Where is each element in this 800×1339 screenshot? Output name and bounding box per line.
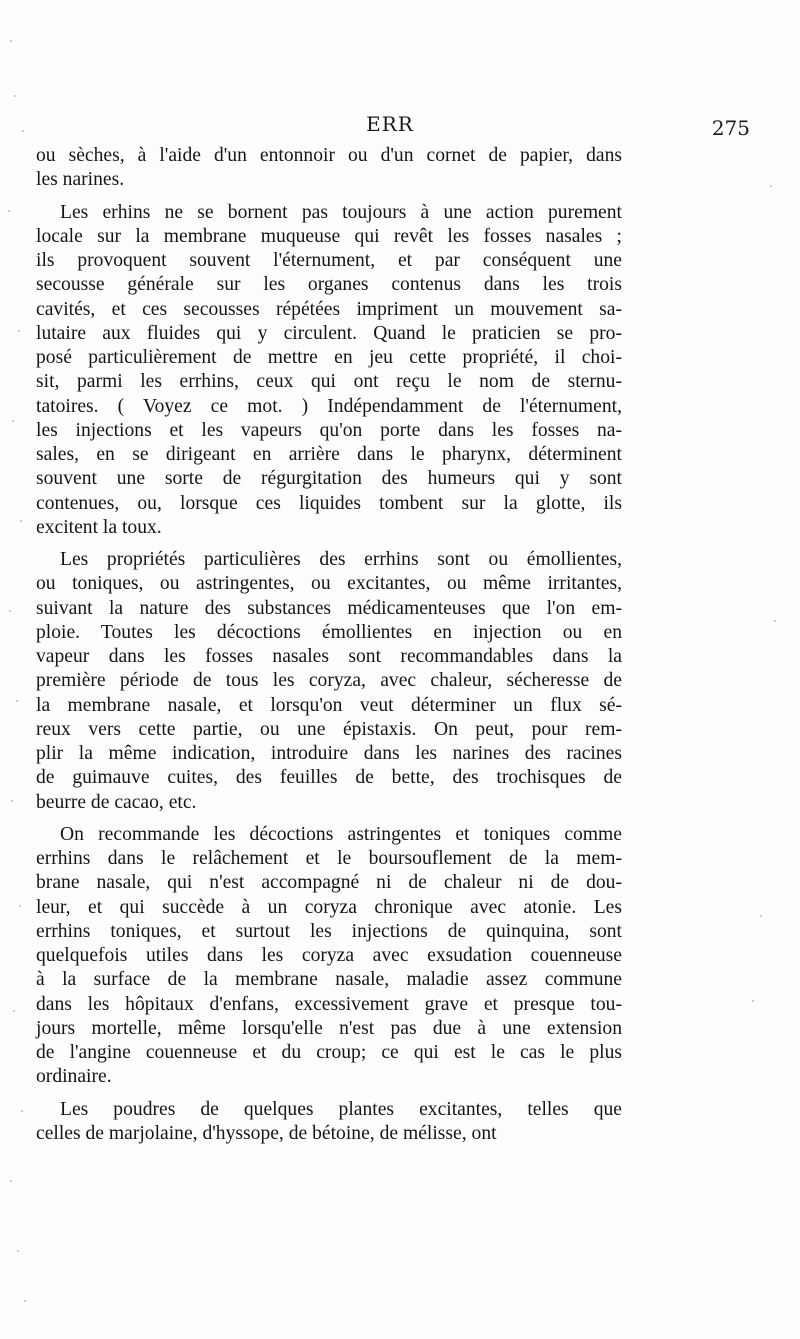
text-line: vapeur dans les fosses nasales sont recommandables dans la — [36, 646, 622, 667]
scan-speck — [19, 905, 21, 907]
text-line: brane nasale, qui n'est accompagné ni de chaleur ni de dou- — [36, 872, 622, 894]
text-line: On recommande les décoctions astringentes et toniques comme — [60, 823, 622, 845]
text-line: sit, parmi les errhins, ceux qui ont reçu le nom de sternu- — [36, 371, 622, 393]
page-number: 275 — [711, 116, 750, 140]
text-line: les injections et les vapeurs qu'on porte dans les fosses na- — [36, 419, 622, 441]
text-line: les narines. — [36, 169, 125, 191]
text-line: sales, en se dirigeant en arrière dans le pharynx, déterminent — [36, 444, 622, 465]
text-line: lutaire aux fluides qui y circulent. Quand le praticien se pro- — [36, 322, 622, 344]
text-line: Les poudres de quelques plantes excitantes, telles que — [60, 1098, 622, 1120]
scan-speck — [774, 620, 776, 622]
text-line: errhins dans le relâchement et le boursouflement de la mem- — [36, 848, 622, 869]
scan-speck — [10, 40, 12, 42]
text-line: quelquefois utiles dans les coryza avec exsudation couenneuse — [36, 945, 622, 966]
text-line: Les propriétés particulières des errhins sont ou émollientes, — [60, 549, 622, 570]
paragraph — [36, 548, 622, 815]
text-line: contenues, ou, lorsque ces liquides tombent sur la glotte, ils — [36, 492, 622, 514]
text-line: errhins toniques, et surtout les injections de quinquina, sont — [36, 920, 622, 942]
body-text — [36, 144, 622, 1154]
scan-speck — [21, 1110, 23, 1112]
scan-speck — [760, 915, 762, 917]
paragraph — [36, 201, 622, 541]
text-line: tatoires. ( Voyez ce mot. ) Indépendamment de l'éternument, — [36, 395, 622, 417]
text-line: dans les hôpitaux d'enfans, excessivement grave et presque tou- — [36, 993, 622, 1015]
text-line: souvent une sorte de régurgitation des humeurs qui y sont — [36, 468, 622, 490]
text-line: celles de marjolaine, d'hyssope, de bétoine, de mélisse, ont — [36, 1122, 497, 1144]
scan-speck — [8, 210, 10, 212]
running-head: ERR — [366, 112, 414, 136]
paragraph — [36, 144, 622, 193]
text-line: cavités, et ces secousses répétées impriment un mouvement sa- — [36, 298, 622, 320]
scan-speck — [9, 610, 11, 612]
text-line: ils provoquent souvent l'éternument, et par conséquent une — [36, 250, 622, 271]
scan-speck — [752, 1000, 754, 1002]
text-line: beurre de cacao, etc. — [36, 791, 197, 813]
scan-speck — [10, 1180, 12, 1182]
page-header — [30, 112, 750, 142]
scan-speck — [16, 700, 18, 702]
scan-speck — [770, 185, 772, 187]
text-line: première période de tous les coryza, avec chaleur, sécheresse de — [36, 670, 622, 692]
scan-speck — [12, 420, 14, 422]
text-line: posé particulièrement de mettre en jeu cette propriété, il choi- — [36, 347, 622, 368]
text-line: la membrane nasale, et lorsqu'on veut déterminer un flux sé- — [36, 694, 622, 716]
text-line: suivant la nature des substances médicamenteuses que l'on em- — [36, 597, 622, 619]
scan-speck — [22, 130, 24, 132]
text-line: ploie. Toutes les décoctions émollientes en injection ou en — [36, 621, 622, 643]
text-line: plir la même indication, introduire dans les narines des racines — [36, 743, 622, 764]
paragraph — [36, 823, 622, 1090]
scan-speck — [17, 1250, 19, 1252]
scan-speck — [11, 800, 13, 802]
scan-speck — [20, 520, 22, 522]
text-line: leur, et qui succède à un coryza chronique avec atonie. Les — [36, 896, 622, 918]
text-line: de guimauve cuites, des feuilles de bette, des trochisques de — [36, 767, 622, 789]
text-line: locale sur la membrane muqueuse qui revêt les fosses nasales ; — [36, 225, 622, 247]
text-line: Les erhins ne se bornent pas toujours à une action purement — [60, 201, 622, 223]
text-line: jours mortelle, même lorsqu'elle n'est pas due à une extension — [36, 1017, 622, 1039]
text-line: excitent la toux. — [36, 516, 162, 538]
scan-speck — [24, 1300, 26, 1302]
text-line: de l'angine couenneuse et du croup; ce qui est le cas le plus — [36, 1042, 622, 1063]
scan-speck — [13, 1010, 15, 1012]
text-line: reux vers cette partie, ou une épistaxis. On peut, pour rem- — [36, 718, 622, 740]
text-line: ou sèches, à l'aide d'un entonnoir ou d'un cornet de papier, dans — [36, 145, 622, 166]
scan-speck — [14, 95, 16, 97]
paragraph — [36, 1098, 622, 1147]
text-line: ordinaire. — [36, 1066, 112, 1088]
text-line: ou toniques, ou astringentes, ou excitantes, ou même irritantes, — [36, 573, 622, 595]
text-line: à la surface de la membrane nasale, maladie assez commune — [36, 969, 622, 991]
scan-speck — [18, 330, 20, 332]
text-line: secousse générale sur les organes contenus dans les trois — [36, 274, 622, 296]
